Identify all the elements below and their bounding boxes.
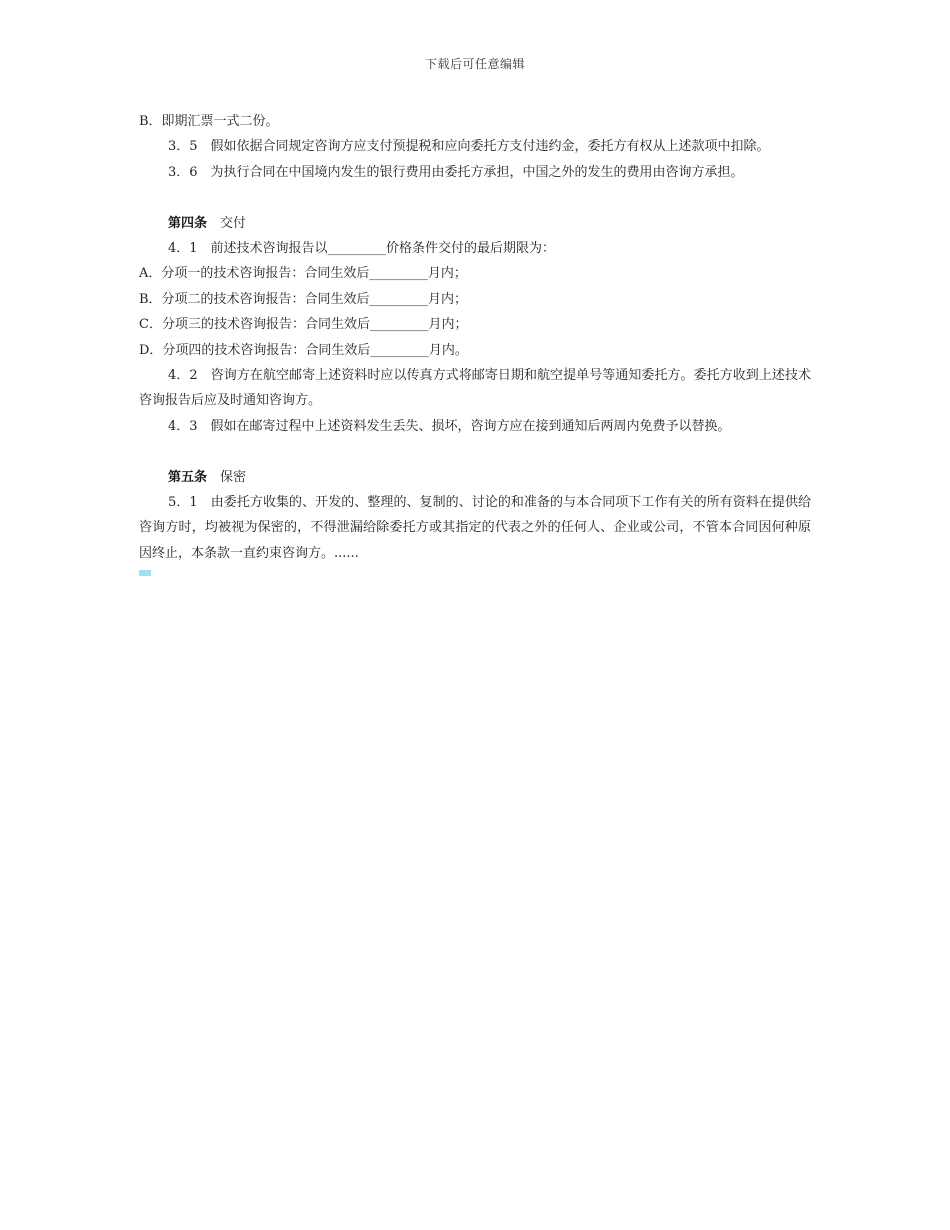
clause-4-1-d: D．分项四的技术咨询报告：合同生效后_________月内。 xyxy=(139,342,468,358)
article-4-heading xyxy=(139,211,811,236)
paragraph-3-6: 3．6 为执行合同在中国境内发生的银行费用由委托方承担，中国之外的发生的费用由咨询方承担。 xyxy=(168,164,744,180)
text-cursor-marker xyxy=(139,570,151,576)
clause-4-1-b: B．分项二的技术咨询报告：合同生效后_________月内； xyxy=(139,291,468,307)
clause-4-1-c: C．分项三的技术咨询报告：合同生效后_________月内； xyxy=(139,317,468,333)
paragraph-3-5: 3．5 假如依据合同规定咨询方应支付预提税和应向委托方支付违约金，委托方有权从上述款项中扣除。 xyxy=(168,139,770,155)
paragraph-bill: B．即期汇票一式二份。 xyxy=(139,114,279,129)
clause-4-1: 4．1 前述技术咨询报告以_________价格条件交付的最后期限为： xyxy=(168,241,556,257)
clause-4-2: 4．2 咨询方在航空邮寄上述资料时应以传真方式将邮寄日期和航空提单号等通知委托方。委托方收到上述技术咨询报告后应及时通知咨询方。 xyxy=(139,368,811,409)
page-header: 下载后可任意编辑 xyxy=(424,57,525,71)
article-4-subtitle: 交付 xyxy=(220,215,247,231)
clause-5-1: 5．1 由委托方收集的、开发的、整理的、复制的、讨论的和准备的与本合同项下工作有关的所有资料在提供给咨询方时，均被视为保密的，不得泄漏给除委托方或其指定的代表之外的任何人、企业或公司，不管本合同因何种原因终止，本条款一直约束咨询方。...... xyxy=(139,495,811,561)
spacer xyxy=(139,439,811,464)
article-5-title: 第五条 xyxy=(168,469,208,485)
article-4-title: 第四条 xyxy=(168,215,208,231)
spacer xyxy=(139,185,811,210)
document-body xyxy=(139,109,811,566)
clause-4-1-a: A．分项一的技术咨询报告：合同生效后_________月内； xyxy=(139,266,467,282)
article-5-subtitle: 保密 xyxy=(220,469,247,485)
clause-4-3: 4．3 假如在邮寄过程中上述资料发生丢失、损坏，咨询方应在接到通知后两周内免费予以替换。 xyxy=(168,418,731,434)
article-5-heading xyxy=(139,465,811,490)
